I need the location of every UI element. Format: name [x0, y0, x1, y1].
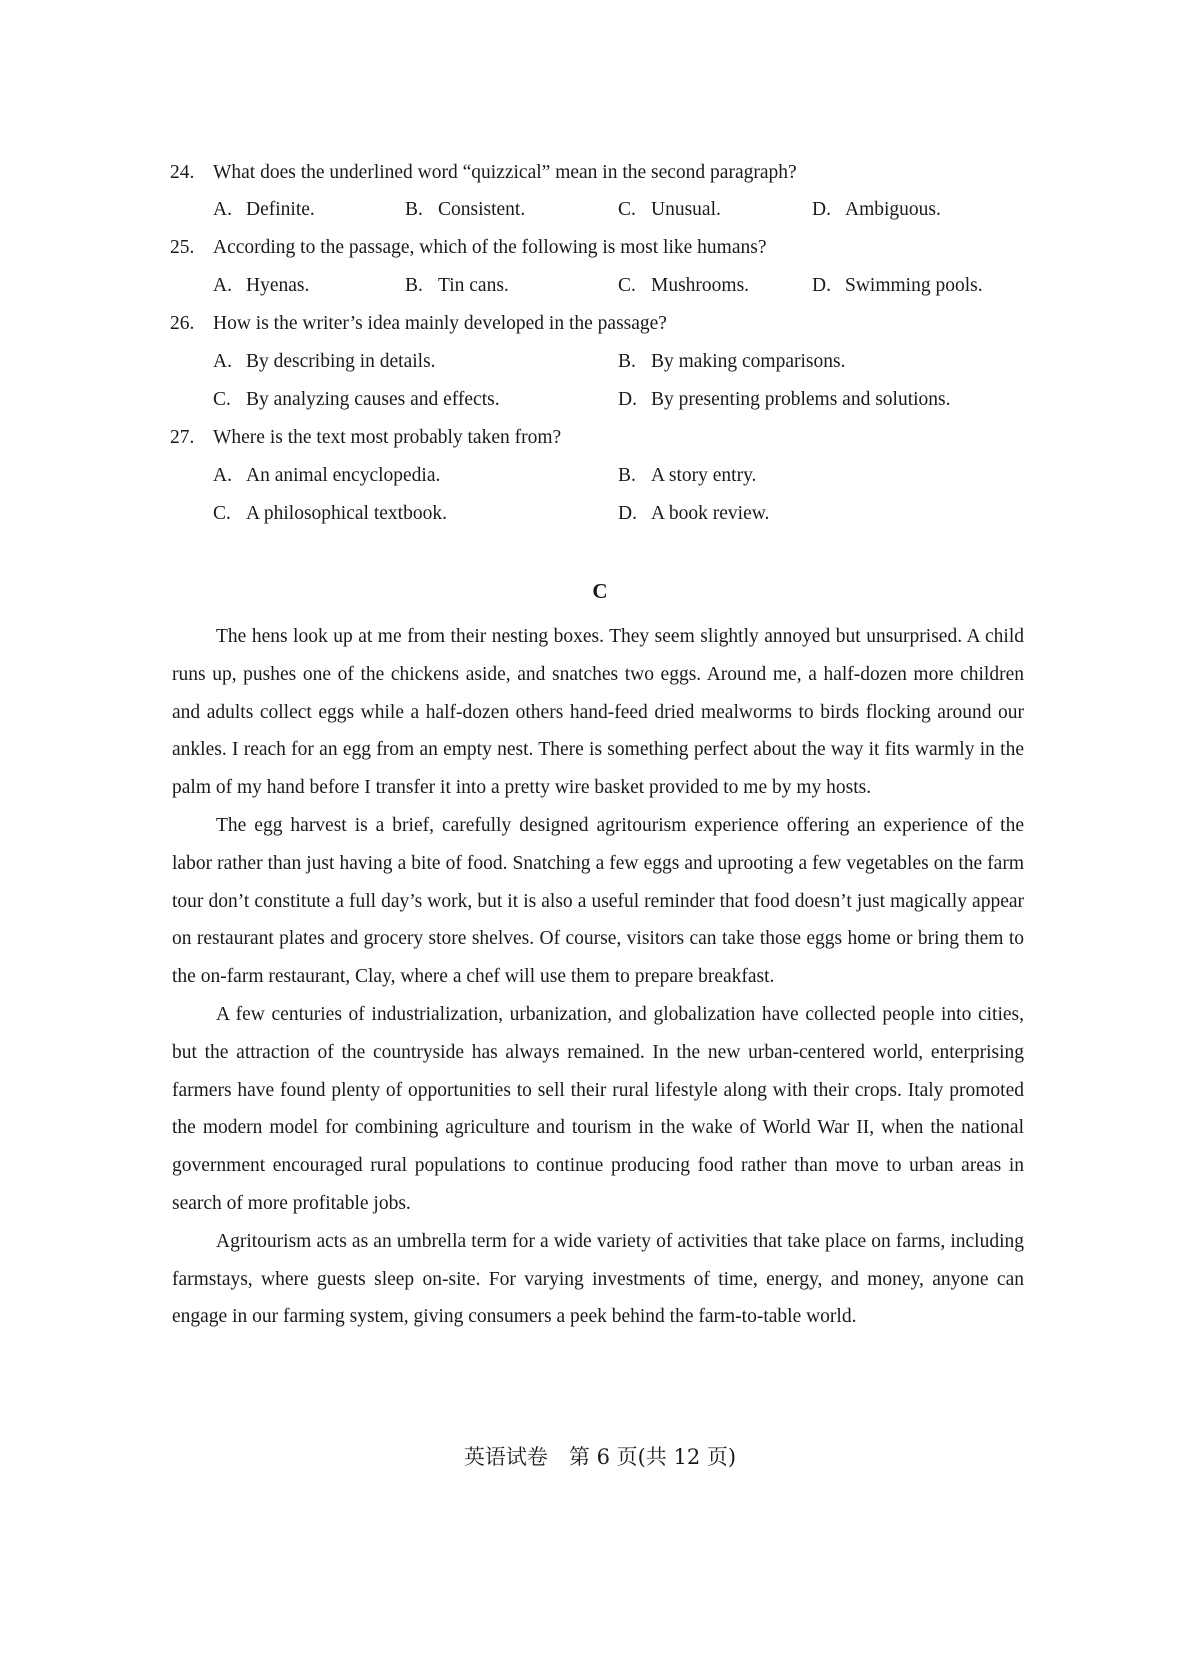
option-27-c: C. A philosophical textbook. — [213, 503, 447, 524]
option-25-c: C. Mushrooms. — [618, 275, 750, 296]
passage-paragraph-1: The hens look up at me from their nesting boxes. They seem slightly annoyed but unsurprised. A child runs up, pushes one of the chickens aside, and snatches two eggs. Around me, a half-dozen more children and adults collect eggs while a half-dozen others hand-feed dried mealworms to birds flocking around our ankles. I reach for an egg from an empty nest. There is something perfect about the way it fits warmly in the palm of my hand before I transfer it into a pretty wire basket provided to me by my hosts. — [172, 626, 1024, 799]
question-stem: How is the writer’s idea mainly developed in the passage? — [213, 313, 667, 334]
question-number: 27. — [170, 427, 195, 448]
option-24-b: B. Consistent. — [405, 199, 526, 220]
option-27-a: A. An animal encyclopedia. — [213, 465, 441, 486]
question-26 — [170, 313, 667, 335]
passage-paragraph-4: Agritourism acts as an umbrella term for a wide variety of activities that take place on farms, including farmstays, where guests sleep on-site. For varying investments of time, energy, and money, anyone can engage in our farming system, giving consumers a peek behind the farm-to-table world. — [172, 1230, 1024, 1328]
question-stem: What does the underlined word “quizzical” mean in the second paragraph? — [213, 162, 797, 183]
question-number: 24. — [170, 162, 195, 183]
question-25 — [170, 237, 766, 259]
option-26-c: C. By analyzing causes and effects. — [213, 389, 500, 410]
option-26-b: B. By making comparisons. — [618, 351, 846, 372]
reading-passage — [172, 618, 1024, 1336]
option-27-d: D. A book review. — [618, 503, 770, 524]
passage-paragraph-2: The egg harvest is a brief, carefully designed agritourism experience offering an experience of the labor rather than just having a bite of food. Snatching a few eggs and uprooting a few vegetables on the farm tour don’t constitute a full day’s work, but it is also a useful reminder that food doesn’t just magically appear on restaurant plates and grocery store shelves. Of course, visitors can take those eggs home or bring them to the on-farm restaurant, Clay, where a chef will use them to prepare breakfast. — [172, 814, 1024, 988]
question-stem: Where is the text most probably taken from? — [213, 427, 562, 448]
option-26-d: D. By presenting problems and solutions. — [618, 389, 951, 410]
option-24-d: D. Ambiguous. — [812, 199, 941, 220]
question-number: 26. — [170, 313, 195, 334]
option-27-b: B. A story entry. — [618, 465, 757, 486]
option-25-d: D. Swimming pools. — [812, 275, 983, 296]
page-footer: 英语试卷 第 6 页(共 12 页) — [463, 1445, 737, 1469]
option-25-b: B. Tin cans. — [405, 275, 509, 296]
question-24 — [170, 162, 797, 184]
passage-paragraph-3: A few centuries of industrialization, urbanization, and globalization have collected people into cities, but the attraction of the countryside has always remained. In the new urban-centered world, enterprising farmers have found plenty of opportunities to sell their rural lifestyle along with their crops. Italy promoted the modern model for combining agriculture and tourism in the wake of World War II, when the national government encouraged rural populations to continue producing food rather than move to urban areas in search of more profitable jobs. — [172, 1003, 1024, 1214]
option-25-a: A. Hyenas. — [213, 275, 310, 296]
option-24-a: A. Definite. — [213, 199, 315, 220]
question-27 — [170, 427, 561, 449]
section-heading: C — [592, 579, 608, 603]
option-24-c: C. Unusual. — [618, 199, 721, 220]
option-26-a: A. By describing in details. — [213, 351, 436, 372]
question-number: 25. — [170, 237, 195, 258]
question-stem: According to the passage, which of the following is most like humans? — [213, 237, 767, 258]
